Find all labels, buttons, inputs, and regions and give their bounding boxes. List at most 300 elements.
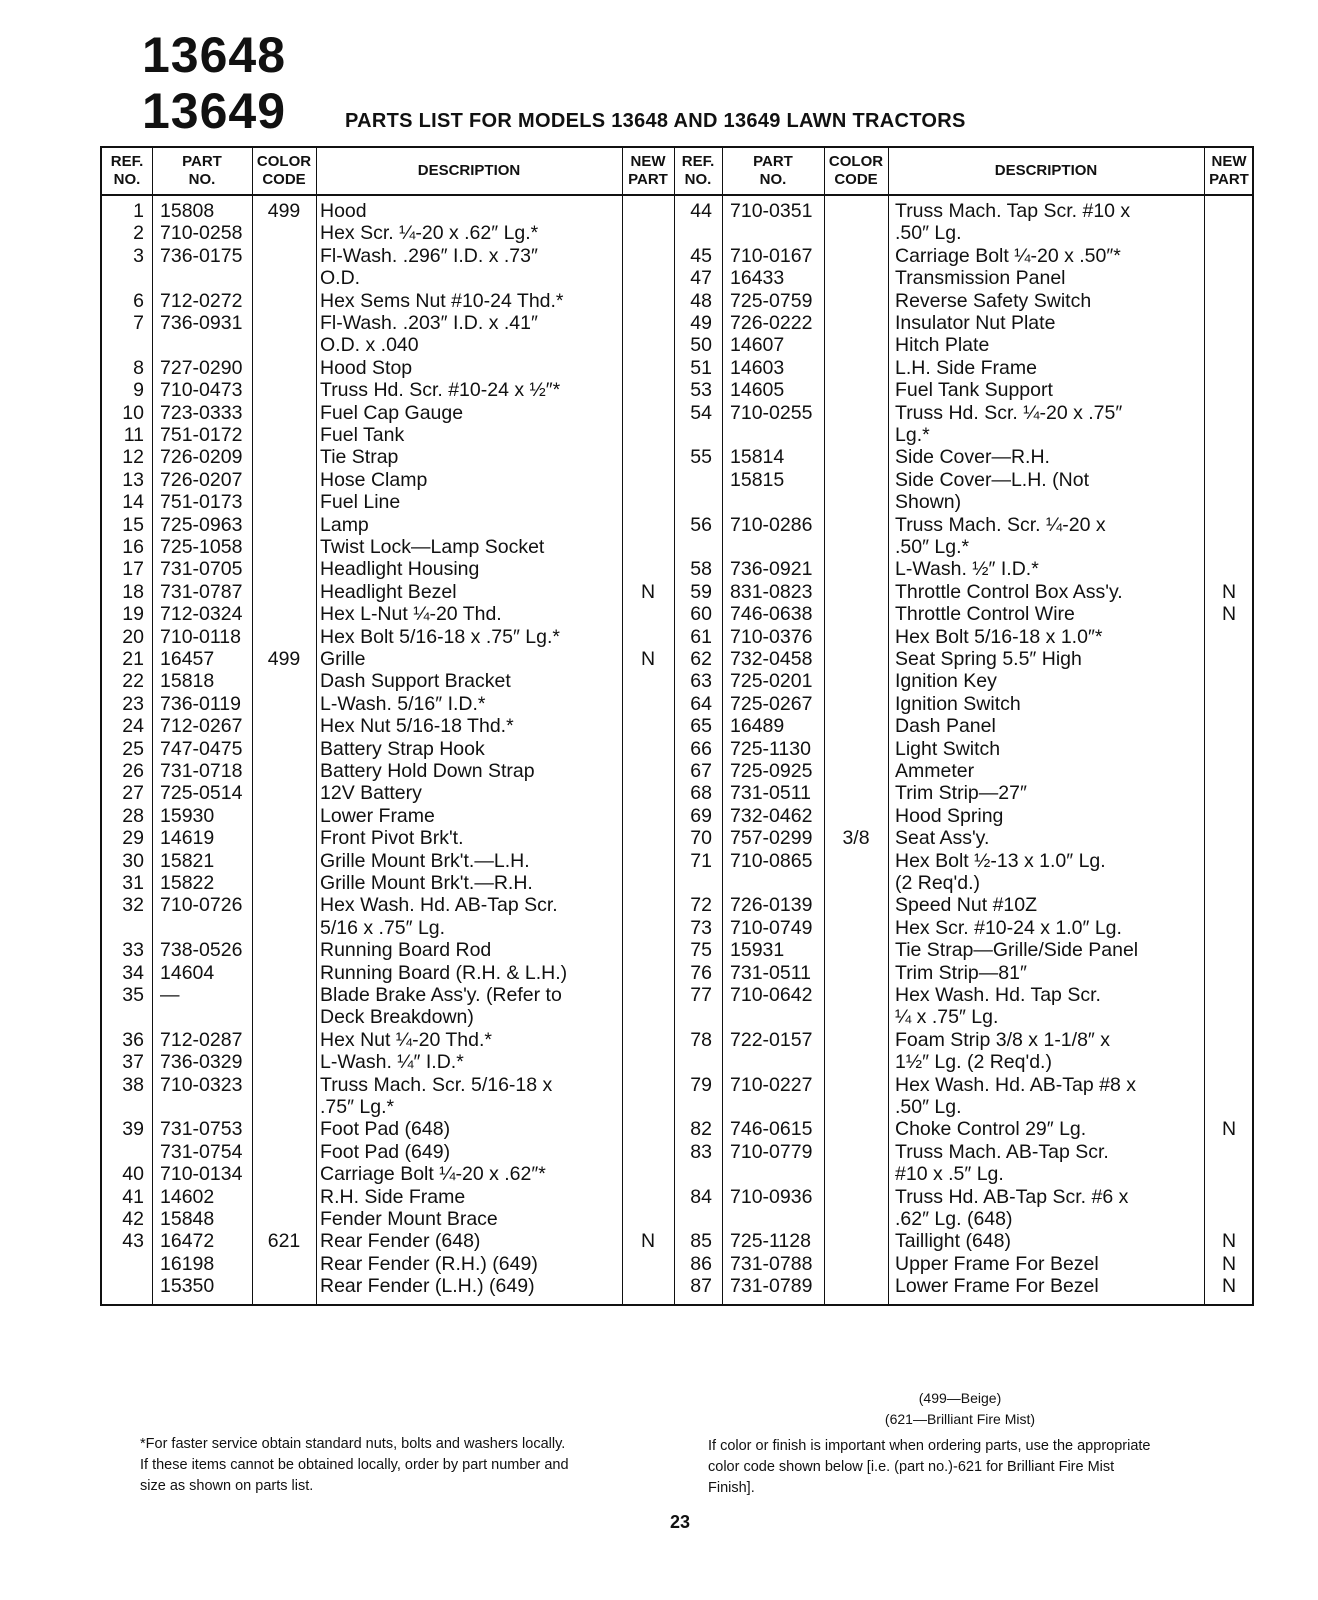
description: Ignition Switch	[895, 692, 1021, 715]
part-no: 710-0118	[160, 625, 241, 648]
ref-no: 23	[122, 692, 144, 715]
description: Hex Bolt 5/16-18 x 1.0″*	[895, 625, 1103, 648]
description: Hex Wash. Hd. AB-Tap #8 x	[895, 1073, 1136, 1096]
ref-no: 44	[690, 200, 712, 222]
description: .50″ Lg.	[895, 1096, 962, 1118]
description: Dash Support Bracket	[320, 670, 511, 693]
color-code: 621	[267, 1230, 301, 1253]
part-no: 747-0475	[160, 737, 243, 760]
new-part: N	[640, 648, 656, 670]
ref-no: 30	[122, 849, 144, 872]
part-no: 831-0823	[730, 580, 813, 603]
ref-no: 41	[122, 1185, 144, 1208]
ref-no: 9	[133, 379, 144, 402]
description: Fl-Wash. .203″ I.D. x .41″	[320, 312, 538, 334]
part-no: 726-0207	[160, 468, 243, 491]
ref-no: 45	[690, 244, 712, 267]
ref-no: 28	[122, 804, 144, 827]
page-number: 23	[669, 1512, 691, 1532]
ref-no: 67	[690, 760, 712, 782]
ref-no: 16	[122, 536, 144, 558]
description: O.D. x .040	[320, 334, 419, 357]
description: Rear Fender (648)	[320, 1230, 481, 1253]
description: Hex Bolt ½-13 x 1.0″ Lg.	[895, 849, 1106, 872]
part-no: 725-1128	[730, 1230, 811, 1253]
ref-no: 56	[690, 513, 712, 536]
description: .62″ Lg. (648)	[895, 1208, 1013, 1230]
header-ref-left: REF. NO.	[102, 148, 152, 196]
description: Fuel Cap Gauge	[320, 401, 464, 424]
description: Dash Panel	[895, 715, 996, 738]
part-no: 725-0925	[730, 760, 813, 782]
ref-no: 39	[122, 1118, 144, 1141]
ref-no: 59	[690, 580, 712, 603]
part-no: 736-0119	[160, 692, 241, 715]
ref-no: 75	[690, 939, 712, 962]
new-part: N	[1221, 1252, 1237, 1275]
ref-no: 14	[122, 491, 144, 514]
description: Deck Breakdown)	[320, 1006, 474, 1029]
description: Running Board (R.H. & L.H.)	[320, 961, 568, 984]
part-no: 712-0324	[160, 603, 243, 626]
description: Carriage Bolt ¼-20 x .50″*	[895, 244, 1121, 267]
ref-no: 47	[690, 267, 712, 290]
part-no: 723-0333	[160, 401, 243, 424]
table-row-right	[102, 715, 1252, 737]
header-color-left: COLOR CODE	[252, 148, 316, 196]
description: Side Cover—L.H. (Not	[895, 468, 1089, 491]
table-row-right	[102, 222, 1252, 244]
description: Fl-Wash. .296″ I.D. x .73″	[320, 244, 538, 267]
part-no: 16433	[730, 267, 785, 290]
part-no: 15848	[160, 1208, 215, 1230]
table-row-right	[102, 693, 1252, 715]
ref-no: 58	[690, 558, 712, 581]
description: Hex Bolt 5/16-18 x .75″ Lg.*	[320, 625, 560, 648]
parts-table	[100, 146, 1254, 1306]
ref-no: 35	[122, 984, 144, 1006]
ref-no: 17	[122, 558, 144, 581]
part-no: 14602	[160, 1185, 215, 1208]
ref-no: 8	[133, 356, 144, 379]
fastener-note: *For faster service obtain standard nuts, bolts and washers locally. If these items cannot be obtained locally, order by part number and size as shown on parts list.	[140, 1436, 569, 1494]
part-no: 710-0376	[730, 625, 813, 648]
table-row-right	[102, 939, 1252, 961]
ref-no: 66	[690, 737, 712, 760]
new-part: N	[1221, 603, 1237, 626]
ref-no: 42	[122, 1208, 144, 1230]
part-no: 725-0514	[160, 782, 243, 805]
part-no: 15818	[160, 670, 215, 693]
part-no: 746-0638	[730, 603, 813, 626]
part-no: 710-0227	[730, 1073, 813, 1096]
ref-no: 61	[690, 625, 712, 648]
header-new-right: NEW PART	[1204, 148, 1254, 196]
part-no: 725-1058	[160, 536, 243, 558]
part-no: 731-0788	[730, 1252, 813, 1275]
description: Ignition Key	[895, 670, 997, 693]
ref-no: 69	[690, 804, 712, 827]
ref-no: 54	[690, 401, 712, 424]
part-no: 725-0201	[730, 670, 813, 693]
description: Shown)	[895, 491, 962, 514]
description: Taillight (648)	[895, 1230, 1011, 1253]
color-code: 499	[267, 200, 301, 222]
part-no: 710-0865	[730, 849, 813, 872]
table-row-right	[102, 357, 1252, 379]
part-no: 736-0329	[160, 1051, 243, 1074]
description: .50″ Lg.	[895, 222, 962, 245]
description: Fuel Tank Support	[895, 379, 1053, 402]
table-row-right	[102, 491, 1252, 513]
description: Fuel Tank	[320, 424, 405, 446]
description: Lower Frame	[320, 804, 435, 827]
description: Foot Pad (649)	[320, 1140, 451, 1163]
part-no: 14607	[730, 334, 785, 357]
table-row-right	[102, 1208, 1252, 1230]
page-title: PARTS LIST FOR MODELS 13648 AND 13649 LAWN TRACTORS	[345, 110, 966, 132]
part-no: 731-0705	[160, 558, 243, 581]
description: Truss Mach. Tap Scr. #10 x	[895, 200, 1131, 222]
ref-no: 25	[122, 737, 144, 760]
ref-no: 62	[690, 648, 712, 670]
header-description-left: DESCRIPTION	[316, 148, 622, 196]
part-no: 710-0749	[730, 916, 813, 939]
table-row-right	[102, 648, 1252, 670]
table-row-right	[102, 603, 1252, 625]
ref-no: 50	[690, 334, 712, 357]
description: L.H. Side Frame	[895, 356, 1037, 379]
part-no: 731-0753	[160, 1118, 243, 1141]
ref-no: 18	[122, 580, 144, 603]
description: ¼ x .75″ Lg.	[895, 1006, 999, 1029]
part-no: 710-0642	[730, 984, 813, 1006]
part-no: 726-0209	[160, 446, 243, 469]
description: Headlight Bezel	[320, 580, 457, 603]
ref-no: 24	[122, 715, 144, 738]
part-no: 710-0255	[730, 401, 813, 424]
table-row-right	[102, 200, 1252, 222]
ref-no: 51	[690, 356, 712, 379]
description: L-Wash. 5/16″ I.D.*	[320, 692, 486, 715]
ref-no: 73	[690, 916, 712, 939]
new-part: N	[1221, 1275, 1237, 1298]
part-no: 15821	[160, 849, 215, 872]
description: Hex Scr. #10-24 x 1.0″ Lg.	[895, 916, 1122, 939]
description: Speed Nut #10Z	[895, 894, 1038, 917]
part-no: 710-0286	[730, 513, 813, 536]
table-row-right	[102, 827, 1252, 849]
table-row-right	[102, 760, 1252, 782]
description: Tie Strap—Grille/Side Panel	[895, 939, 1139, 962]
description: Battery Strap Hook	[320, 737, 485, 760]
description: #10 x .5″ Lg.	[895, 1163, 1004, 1186]
ref-no: 40	[122, 1163, 144, 1186]
ref-no: 86	[690, 1252, 712, 1275]
description: Hood Spring	[895, 804, 1004, 827]
ref-no: 72	[690, 894, 712, 917]
header-ref-right: REF. NO.	[674, 148, 722, 196]
part-no: 710-0323	[160, 1073, 243, 1096]
ref-no: 7	[133, 312, 144, 334]
ref-no: 60	[690, 603, 712, 626]
ref-no: 78	[690, 1028, 712, 1051]
part-no: 736-0921	[730, 558, 813, 581]
header-part-left: PART NO.	[152, 148, 252, 196]
model-number-2: 13649	[142, 83, 287, 139]
description: Twist Lock—Lamp Socket	[320, 536, 545, 558]
table-row-right	[102, 334, 1252, 356]
description: Truss Mach. Scr. 5/16-18 x	[320, 1073, 553, 1096]
ref-no: 27	[122, 782, 144, 805]
description: Truss Hd. Scr. #10-24 x ½″*	[320, 379, 561, 402]
ref-no: 49	[690, 312, 712, 334]
part-no: 710-0936	[730, 1185, 813, 1208]
table-row-right	[102, 379, 1252, 401]
description: Hex Scr. ¼-20 x .62″ Lg.*	[320, 222, 539, 245]
table-row-right	[102, 245, 1252, 267]
part-no: 15814	[730, 446, 785, 469]
part-no: 15808	[160, 200, 215, 222]
ref-no: 21	[122, 648, 144, 670]
ref-no: 63	[690, 670, 712, 693]
ref-no: 83	[690, 1140, 712, 1163]
description: Seat Ass'y.	[895, 827, 990, 850]
table-row-right	[102, 805, 1252, 827]
ref-no: 19	[122, 603, 144, 626]
table-row-right	[102, 514, 1252, 536]
description: Tie Strap	[320, 446, 399, 469]
description: 1½″ Lg. (2 Req'd.)	[895, 1051, 1052, 1074]
description: Trim Strip—27″	[895, 782, 1027, 805]
part-no: 731-0511	[730, 961, 811, 984]
part-no: 725-0759	[730, 289, 813, 312]
table-row-right	[102, 850, 1252, 872]
part-no: 710-0473	[160, 379, 243, 402]
description: Fuel Line	[320, 491, 401, 514]
part-no: 725-0963	[160, 513, 243, 536]
description: Lamp	[320, 513, 369, 536]
part-no: 16457	[160, 648, 215, 670]
description: Hex Nut ¼-20 Thd.*	[320, 1028, 492, 1051]
part-no: 725-1130	[730, 737, 811, 760]
ref-no: 15	[122, 513, 144, 536]
table-row-right	[102, 290, 1252, 312]
table-row-right	[102, 267, 1252, 289]
description: Insulator Nut Plate	[895, 312, 1056, 334]
description: Truss Hd. Scr. ¼-20 x .75″	[895, 401, 1123, 424]
ref-no: 43	[122, 1230, 144, 1253]
ref-no: 70	[690, 827, 712, 850]
description: Choke Control 29″ Lg.	[895, 1118, 1087, 1141]
description: Hex Nut 5/16-18 Thd.*	[320, 715, 514, 738]
description: Hex Wash. Hd. AB-Tap Scr.	[320, 894, 558, 917]
description: Upper Frame For Bezel	[895, 1252, 1099, 1275]
table-row-right	[102, 1051, 1252, 1073]
part-no: 16198	[160, 1252, 215, 1275]
header-part-right: PART NO.	[722, 148, 824, 196]
description: Grille	[320, 648, 366, 670]
table-row-right	[102, 894, 1252, 916]
table-row-right	[102, 1275, 1252, 1297]
part-no: 16472	[160, 1230, 215, 1253]
color-code: 499	[267, 648, 301, 670]
table-row-right	[102, 402, 1252, 424]
ref-no: 65	[690, 715, 712, 738]
description: Transmission Panel	[895, 267, 1066, 290]
part-no: 751-0172	[160, 424, 243, 446]
ref-no: 31	[122, 872, 144, 894]
ref-no: 71	[690, 849, 712, 872]
table-row-right	[102, 558, 1252, 580]
table-row-right	[102, 626, 1252, 648]
description: L-Wash. ½″ I.D.*	[895, 558, 1039, 581]
part-no: 712-0287	[160, 1028, 243, 1051]
part-no: 710-0351	[730, 200, 813, 222]
description: Reverse Safety Switch	[895, 289, 1092, 312]
ref-no: 13	[122, 468, 144, 491]
ref-no: 36	[122, 1028, 144, 1051]
description: Foot Pad (648)	[320, 1118, 451, 1141]
part-no: 14619	[160, 827, 215, 850]
description: Rear Fender (R.H.) (649)	[320, 1252, 538, 1275]
description: Hood	[320, 200, 367, 222]
part-no: 14603	[730, 356, 785, 379]
description: Hex Wash. Hd. Tap Scr.	[895, 984, 1101, 1006]
part-no: 14605	[730, 379, 785, 402]
table-row-right	[102, 424, 1252, 446]
table-row-right	[102, 1006, 1252, 1028]
description: Lg.*	[895, 424, 930, 446]
ref-no: 64	[690, 692, 712, 715]
description: Truss Hd. AB-Tap Scr. #6 x	[895, 1185, 1129, 1208]
table-row-right	[102, 670, 1252, 692]
part-no: 732-0462	[730, 804, 813, 827]
ref-no: 2	[133, 222, 144, 245]
ref-no: 12	[122, 446, 144, 469]
ref-no: 32	[122, 894, 144, 917]
table-row-right	[102, 1186, 1252, 1208]
new-part: N	[640, 1230, 656, 1253]
ref-no: 20	[122, 625, 144, 648]
new-part: N	[1221, 1118, 1237, 1141]
ref-no: 26	[122, 760, 144, 782]
color-code-beige: (499—Beige)	[918, 1390, 1002, 1406]
description: Running Board Rod	[320, 939, 492, 962]
part-no: 726-0222	[730, 312, 813, 334]
table-row-right	[102, 1074, 1252, 1096]
ref-no: 76	[690, 961, 712, 984]
description: Throttle Control Wire	[895, 603, 1075, 626]
part-no: 710-0134	[160, 1163, 243, 1186]
part-no: 731-0754	[160, 1140, 243, 1163]
part-no: 15931	[730, 939, 785, 962]
part-no: 722-0157	[730, 1028, 813, 1051]
part-no: 15350	[160, 1275, 215, 1298]
description: 5/16 x .75″ Lg.	[320, 916, 446, 939]
ref-no: 84	[690, 1185, 712, 1208]
ref-no: 53	[690, 379, 712, 402]
description: Fender Mount Brace	[320, 1208, 498, 1230]
part-no: 757-0299	[730, 827, 813, 850]
header-new-left: NEW PART	[622, 148, 674, 196]
table-row-right	[102, 1118, 1252, 1140]
part-no: 736-0175	[160, 244, 243, 267]
ref-no: 68	[690, 782, 712, 805]
part-no: 15815	[730, 468, 785, 491]
table-row-right	[102, 1163, 1252, 1185]
part-no: 712-0267	[160, 715, 243, 738]
description: .50″ Lg.*	[895, 536, 970, 558]
description: Ammeter	[895, 760, 975, 782]
description: Hex L-Nut ¼-20 Thd.	[320, 603, 502, 626]
ref-no: 10	[122, 401, 144, 424]
part-no: 736-0931	[160, 312, 243, 334]
new-part: N	[640, 580, 656, 603]
table-row-right	[102, 962, 1252, 984]
description: 12V Battery	[320, 782, 422, 805]
part-no: 738-0526	[160, 939, 243, 962]
description: Foam Strip 3/8 x 1-1/8″ x	[895, 1028, 1110, 1051]
ref-no: 33	[122, 939, 144, 962]
part-no: 751-0173	[160, 491, 243, 514]
description: Hex Sems Nut #10-24 Thd.*	[320, 289, 564, 312]
color-code: 3/8	[842, 827, 870, 850]
table-row-right	[102, 469, 1252, 491]
header-description-right: DESCRIPTION	[888, 148, 1204, 196]
model-number-1: 13648	[142, 27, 287, 83]
part-no: 732-0458	[730, 648, 813, 670]
description: Throttle Control Box Ass'y.	[895, 580, 1123, 603]
description: Front Pivot Brk't.	[320, 827, 464, 850]
ref-no: 85	[690, 1230, 712, 1253]
description: L-Wash. ¼″ I.D.*	[320, 1051, 464, 1074]
table-row-right	[102, 581, 1252, 603]
ref-no: 29	[122, 827, 144, 850]
table-row-right	[102, 1141, 1252, 1163]
description: Hose Clamp	[320, 468, 428, 491]
description: Grille Mount Brk't.—R.H.	[320, 872, 533, 894]
part-no: 15822	[160, 872, 215, 894]
part-no: 725-0267	[730, 692, 813, 715]
table-row-right	[102, 917, 1252, 939]
part-no: 710-0779	[730, 1140, 813, 1163]
description: Light Switch	[895, 737, 1001, 760]
description: R.H. Side Frame	[320, 1185, 466, 1208]
table-row-right	[102, 984, 1252, 1006]
ref-no: 1	[133, 200, 144, 222]
part-no: 710-0167	[730, 244, 813, 267]
table-row-right	[102, 1230, 1252, 1252]
part-no: 15930	[160, 804, 215, 827]
ref-no: 3	[133, 244, 144, 267]
color-note: If color or finish is important when ordering parts, use the appropriate color code shown below [i.e. (part no.)-621 for Brilliant Fire Mist Finish].	[708, 1438, 1151, 1496]
part-no: 14604	[160, 961, 215, 984]
description: Headlight Housing	[320, 558, 480, 581]
description: Truss Mach. Scr. ¼-20 x	[895, 513, 1106, 536]
description: Truss Mach. AB-Tap Scr.	[895, 1140, 1109, 1163]
ref-no: 11	[123, 424, 144, 446]
ref-no: 6	[133, 289, 144, 312]
color-code-fire-mist: (621—Brilliant Fire Mist)	[884, 1411, 1036, 1427]
table-row-right	[102, 536, 1252, 558]
description: Blade Brake Ass'y. (Refer to	[320, 984, 562, 1006]
description: O.D.	[320, 267, 361, 290]
description: Side Cover—R.H.	[895, 446, 1050, 469]
part-no: 726-0139	[730, 894, 813, 917]
part-no: 731-0787	[160, 580, 243, 603]
table-row-right	[102, 312, 1252, 334]
